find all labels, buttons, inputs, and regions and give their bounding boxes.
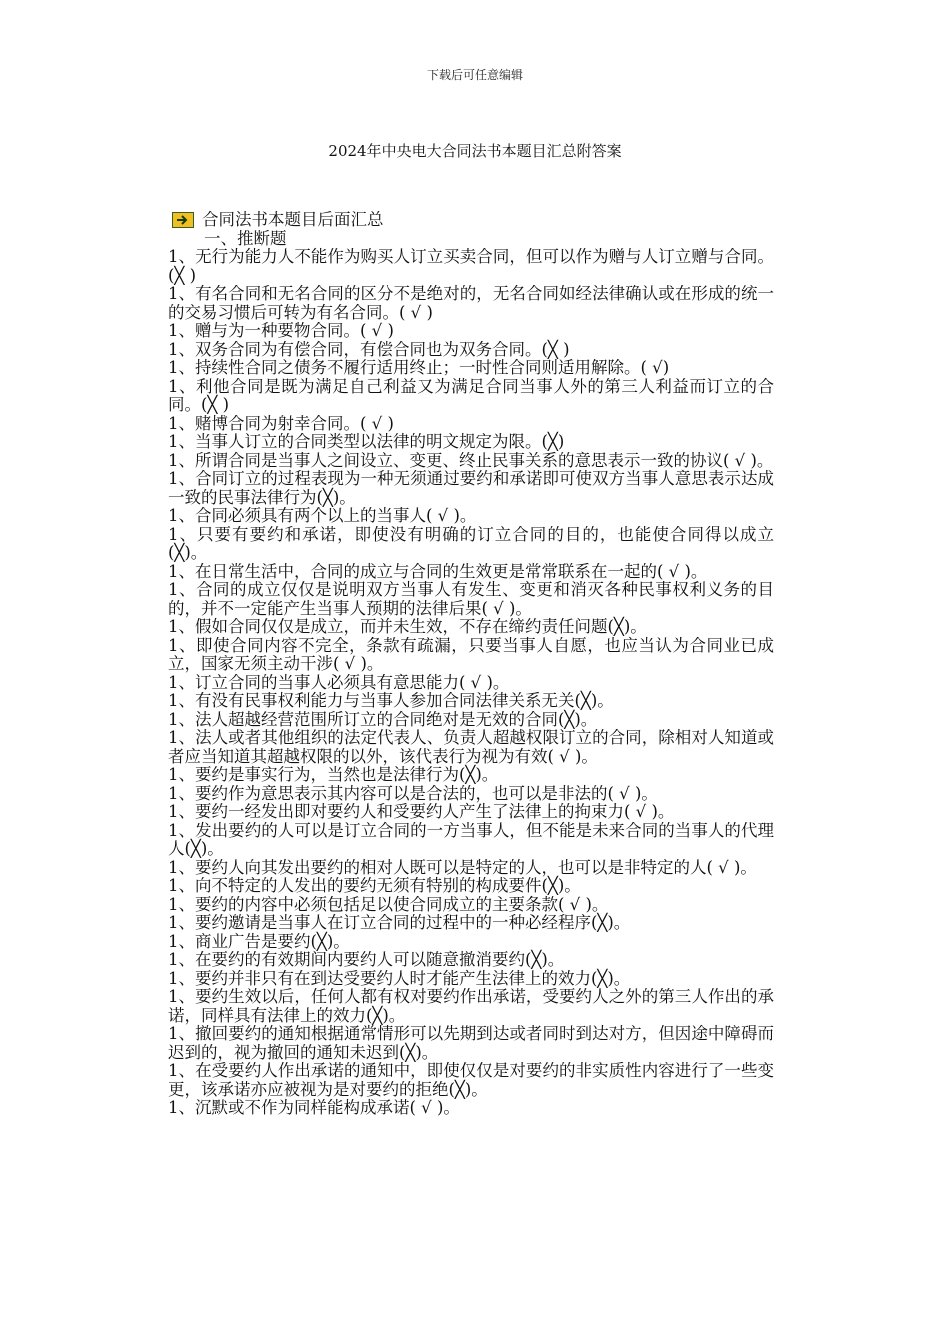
question-item: 1、赌博合同为射幸合同。( √ ) [168,413,394,433]
section-heading-text: 合同法书本题目后面汇总 [202,210,384,229]
question-item: 1、假如合同仅仅是成立，而并未生效，不存在缔约责任问题(╳)。 [168,617,647,636]
question-item: 1、发出要约的人可以是订立合同的一方当事人，但不能是未来合同的当事人的代理人(╳)。 [168,820,774,858]
bullet-icon [172,212,194,228]
question-item: 1、要约是事实行为，当然也是法律行为(╳)。 [168,765,499,784]
question-item: 1、当事人订立的合同类型以法律的明文规定为限。(╳) [168,432,565,451]
question-item: 1、持续性合同之债务不履行适用终止；一时性合同则适用解除。( √) [168,358,670,377]
question-item: 1、在日常生活中，合同的成立与合同的生效更是常常联系在一起的( √ )。 [168,561,708,581]
section-subheading: 一、推断题 [204,229,287,248]
question-item: 1、只要有要约和承诺，即使没有明确的订立合同的目的，也能使合同得以成立(╳)。 [168,524,774,562]
question-item: 1、双务合同为有偿合同，有偿合同也为双务合同。(╳ ) [168,339,570,359]
question-item: 1、向不特定的人发出的要约无须有特别的构成要件(╳)。 [168,876,581,895]
question-item: 1、在受要约人作出承诺的通知中，即使仅仅是对要约的非实质性内容进行了一些变更，该承诺亦应被视为是对要约的拒绝(╳)。 [168,1061,774,1099]
document-body [168,210,774,1118]
question-item: 1、合同的成立仅仅是说明双方当事人有发生、变更和消灭各种民事权利义务的目的，并不一定能产生当事人预期的法律后果( √ )。 [168,580,774,618]
question-item: 1、商业广告是要约(╳)。 [168,931,350,951]
question-list [168,248,774,1118]
question-item: 1、无行为能力人不能作为购买人订立买卖合同，但可以作为赠与人订立赠与合同。(╳ ) [168,247,774,285]
page-title: 2024年中央电大合同法书本题目汇总附答案 [328,142,622,160]
question-item: 1、要约人向其发出要约的相对人既可以是特定的人，也可以是非特定的人( √ )。 [168,857,757,877]
question-item: 1、所谓合同是当事人之间设立、变更、终止民事关系的意思表示一致的协议( √ )。 [168,450,774,470]
question-item: 1、有名合同和无名合同的区分不是绝对的，无名合同如经法律确认或在形成的统一的交易习惯后可转为有名合同。( √ ) [168,284,774,322]
header-note: 下载后可任意编辑 [426,68,523,82]
question-item: 1、要约生效以后，任何人都有权对要约作出承诺，受要约人之外的第三人作出的承诺，同样具有法律上的效力(╳)。 [168,987,774,1025]
section-heading [168,210,774,229]
question-item: 1、赠与为一种要物合同。( √ ) [168,321,394,340]
question-item: 1、要约一经发出即对要约人和受要约人产生了法律上的拘束力( √ )。 [168,802,675,821]
question-item: 1、利他合同是既为满足自己利益又为满足合同当事人外的第三人利益而订立的合同。(╳ ) [168,376,774,414]
question-item: 1、合同订立的过程表现为一种无须通过要约和承诺即可使双方当事人意思表示达成一致的民事法律行为(╳)。 [168,469,774,507]
question-item: 1、要约邀请是当事人在订立合同的过程中的一种必经程序(╳)。 [168,913,631,932]
question-item: 1、法人或者其他组织的法定代表人、负责人超越权限订立的合同，除相对人知道或者应当知道其超越权限的以外，该代表行为视为有效( √ )。 [168,728,774,766]
question-item: 1、订立合同的当事人必须具有意思能力( √ )。 [168,672,510,692]
question-item: 1、沉默或不作为同样能构成承诺( √ )。 [168,1098,460,1117]
question-item: 1、要约作为意思表示其内容可以是合法的，也可以是非法的( √ )。 [168,783,658,803]
question-item: 1、要约并非只有在到达受要约人时才能产生法律上的效力(╳)。 [168,968,631,988]
question-item: 1、即使合同内容不完全，条款有疏漏，只要当事人自愿，也应当认为合同业已成立，国家无须主动干涉( √ )。 [168,635,774,673]
question-item: 1、在要约的有效期间内要约人可以随意撤消要约(╳)。 [168,950,565,969]
question-item: 1、法人超越经营范围所订立的合同绝对是无效的合同(╳)。 [168,709,598,729]
question-item: 1、撤回要约的通知根据通常情形可以先期到达或者同时到达对方，但因途中障碍而迟到的，视为撤回的通知未迟到(╳)。 [168,1024,774,1062]
question-item: 1、合同必须具有两个以上的当事人( √ )。 [168,506,477,525]
question-item: 1、要约的内容中必须包括足以使合同成立的主要条款( √ )。 [168,894,609,914]
question-item: 1、有没有民事权利能力与当事人参加合同法律关系无关(╳)。 [168,691,614,710]
